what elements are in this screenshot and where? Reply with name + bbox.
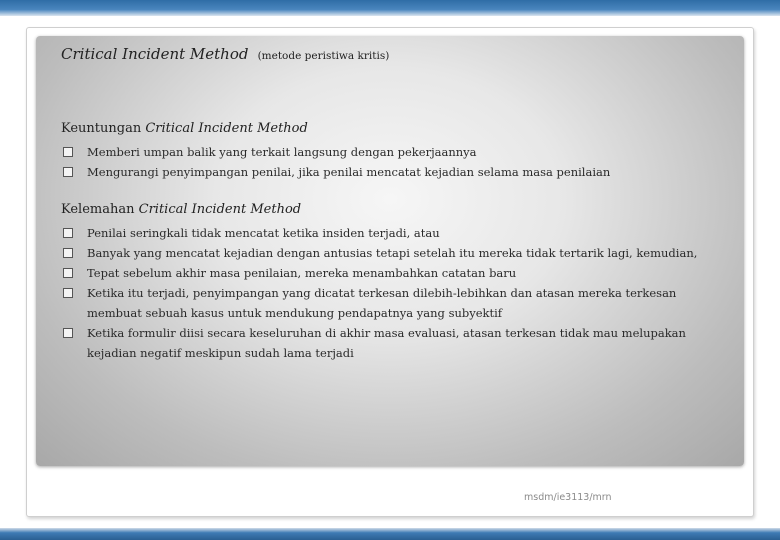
advantages-heading-plain: Keuntungan: [61, 121, 146, 136]
square-bullet-icon: [63, 228, 73, 238]
advantages-list: [61, 142, 731, 182]
title-main: Critical Incident Method: [61, 45, 249, 63]
slide-title: [61, 44, 389, 63]
square-bullet-icon: [63, 167, 73, 177]
advantages-heading-italic: Critical Incident Method: [145, 121, 308, 136]
square-bullet-icon: [63, 288, 73, 298]
list-item: Banyak yang mencatat kejadian dengan antusias tetapi setelah itu mereka tidak tertarik lagi, kemudian,: [61, 243, 731, 263]
bottom-blue-band: [0, 528, 780, 540]
disadvantages-heading-italic: Critical Incident Method: [138, 202, 302, 217]
list-item: Penilai seringkali tidak mencatat ketika insiden terjadi, atau: [61, 223, 731, 243]
list-item: Ketika formulir diisi secara keseluruhan di akhir masa evaluasi, atasan terkesan tidak mau melupakan kejadian negatif meskipun sudah lama terjadi: [61, 323, 731, 363]
disadvantages-heading: [61, 202, 301, 217]
disadvantages-list: [61, 223, 731, 363]
list-item: Memberi umpan balik yang terkait langsung dengan pekerjaannya: [61, 142, 731, 162]
list-item: Tepat sebelum akhir masa penilaian, mereka menambahkan catatan baru: [61, 263, 731, 283]
square-bullet-icon: [63, 328, 73, 338]
disadvantages-heading-plain: Kelemahan: [61, 202, 139, 217]
list-item: Ketika itu terjadi, penyimpangan yang dicatat terkesan dilebih-lebihkan dan atasan mereka terkesan membuat sebuah kasus untuk mendukung pendapatnya yang subyektif: [61, 283, 731, 323]
footer-text: msdm/ie3113/mrn: [524, 492, 612, 503]
advantages-heading: [61, 121, 308, 136]
title-subtitle: (metode peristiwa kritis): [257, 50, 390, 62]
square-bullet-icon: [63, 268, 73, 278]
top-blue-band: [0, 0, 780, 16]
list-item: Mengurangi penyimpangan penilai, jika penilai mencatat kejadian selama masa penilaian: [61, 162, 731, 182]
square-bullet-icon: [63, 248, 73, 258]
square-bullet-icon: [63, 147, 73, 157]
